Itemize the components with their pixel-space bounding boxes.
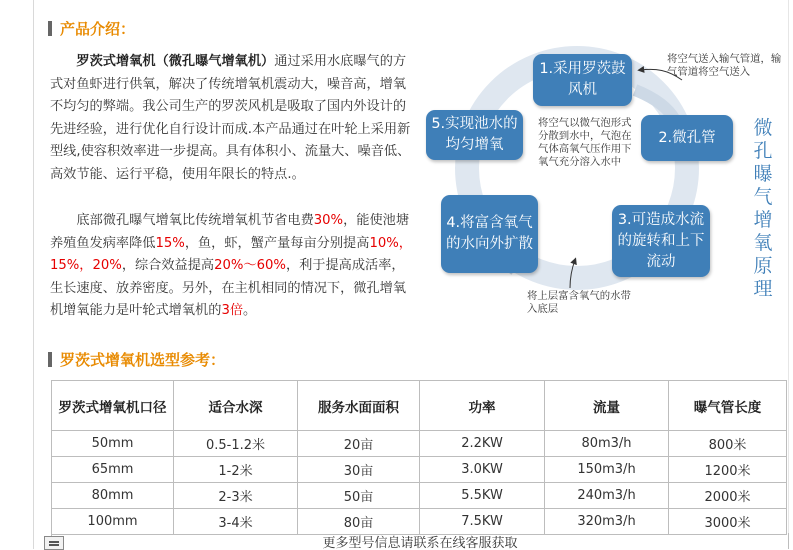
table-row — [52, 483, 787, 509]
table-cell: 2000米 — [669, 483, 787, 509]
table-row — [52, 509, 787, 535]
table-header-row — [52, 381, 787, 431]
diagram-side-title: 微孔曝气增氧原理 — [753, 117, 773, 300]
column-header: 曝气管长度 — [669, 381, 787, 431]
benefit-paragraph — [50, 210, 417, 323]
section-title: 产品介绍： — [60, 20, 136, 38]
highlight-value: 20%～60% — [214, 258, 286, 273]
table-cell: 2.2KW — [420, 431, 545, 457]
heading-bar-icon — [48, 352, 52, 367]
column-header: 服务水面面积 — [298, 381, 420, 431]
table-cell: 80mm — [52, 483, 174, 509]
table-cell: 20亩 — [298, 431, 420, 457]
benefit-text: ，能使池塘养殖鱼发病率降低 — [50, 213, 410, 251]
highlight-value: 15% — [155, 235, 185, 251]
table-cell: 2-3米 — [174, 483, 298, 509]
diagram-node-5: 5.实现池水的均匀增氧 — [426, 110, 523, 160]
online-chat-icon[interactable] — [44, 536, 64, 550]
highlight-value: 10%，15%，20% — [50, 235, 412, 273]
table-cell: 65mm — [52, 457, 174, 483]
benefit-text: 。 — [243, 303, 257, 318]
table-cell: 80亩 — [298, 509, 420, 535]
table-cell: 50亩 — [298, 483, 420, 509]
benefit-text: 底部微孔曝气增氧比传统增氧机节省电费 — [76, 213, 314, 228]
table-cell: 800米 — [669, 431, 787, 457]
table-cell: 1200米 — [669, 457, 787, 483]
section-heading-intro — [48, 18, 135, 39]
highlight-value: 30% — [313, 213, 344, 228]
table-cell: 3-4米 — [174, 509, 298, 535]
table-row — [52, 457, 787, 483]
table-cell: 50mm — [52, 431, 174, 457]
table-cell: 1-2米 — [174, 457, 298, 483]
benefit-text: ，综合效益提高 — [121, 258, 215, 273]
column-header: 流量 — [545, 381, 669, 431]
section-heading-selection — [48, 349, 225, 370]
table-cell: 80m3/h — [545, 431, 669, 457]
note-bottom: 将上层富含氧气的水带入底层 — [527, 290, 631, 315]
table-cell: 5.5KW — [420, 483, 545, 509]
benefit-text: ，利于提高成活率，生长速度、放养密度。另外，在主机相同的情况下，微孔增氧机增氧能力是叶轮式增氧机的 — [50, 258, 407, 318]
selection-table — [51, 380, 787, 535]
intro-paragraph — [50, 51, 417, 186]
table-cell: 30亩 — [298, 457, 420, 483]
diagram-node-1: 1.采用罗茨鼓风机 — [533, 54, 632, 106]
benefit-text: ，鱼，虾，蟹产量每亩分别提高 — [184, 235, 370, 251]
table-footer-note: 更多型号信息请联系在线客服获取 — [51, 533, 789, 549]
section-title: 罗茨式增氧机选型参考： — [60, 351, 226, 369]
heading-bar-icon — [48, 21, 52, 36]
product-name: 罗茨式增氧机（微孔曝气增氧机） — [76, 54, 275, 69]
column-header: 适合水深 — [174, 381, 298, 431]
highlight-value: 3倍 — [221, 303, 244, 318]
table-cell: 320m3/h — [545, 509, 669, 535]
column-header: 罗茨式增氧机口径 — [52, 381, 174, 431]
table-cell: 0.5-1.2米 — [174, 431, 298, 457]
table-cell: 3000米 — [669, 509, 787, 535]
table-row — [52, 431, 787, 457]
note-top: 将空气送入输气管道，输气管道将空气送入 — [667, 53, 782, 78]
column-header: 功率 — [420, 381, 545, 431]
intro-text: 通过采用水底曝气的方式对鱼虾进行供氧，解决了传统增氧机震动大，噪音高，增氧不均匀的弊端。我公司生产的罗茨风机是吸取了国内外设计的先进经验，进行优化自行设计而成.本产品通过在叶轮上采用新型线,使容积效率进一步提高。具有体积小、流量大、噪音低、高效节能、运行平稳，使用年限长的特点.。 — [50, 54, 411, 182]
table-cell: 3.0KW — [420, 457, 545, 483]
diagram-node-4: 4.将富含氧气的水向外扩散 — [441, 195, 538, 273]
diagram-node-2: 2.微孔管 — [641, 115, 733, 161]
page-left-border — [33, 0, 34, 549]
table-cell: 7.5KW — [420, 509, 545, 535]
table-cell: 150m3/h — [545, 457, 669, 483]
diagram-node-3: 3.可造成水流的旋转和上下流动 — [612, 205, 710, 277]
note-center: 将空气以微气泡形式分散到水中，气泡在气体高氧气压作用下氧气充分溶入水中 — [538, 117, 632, 168]
table-cell: 240m3/h — [545, 483, 669, 509]
table-cell: 100mm — [52, 509, 174, 535]
